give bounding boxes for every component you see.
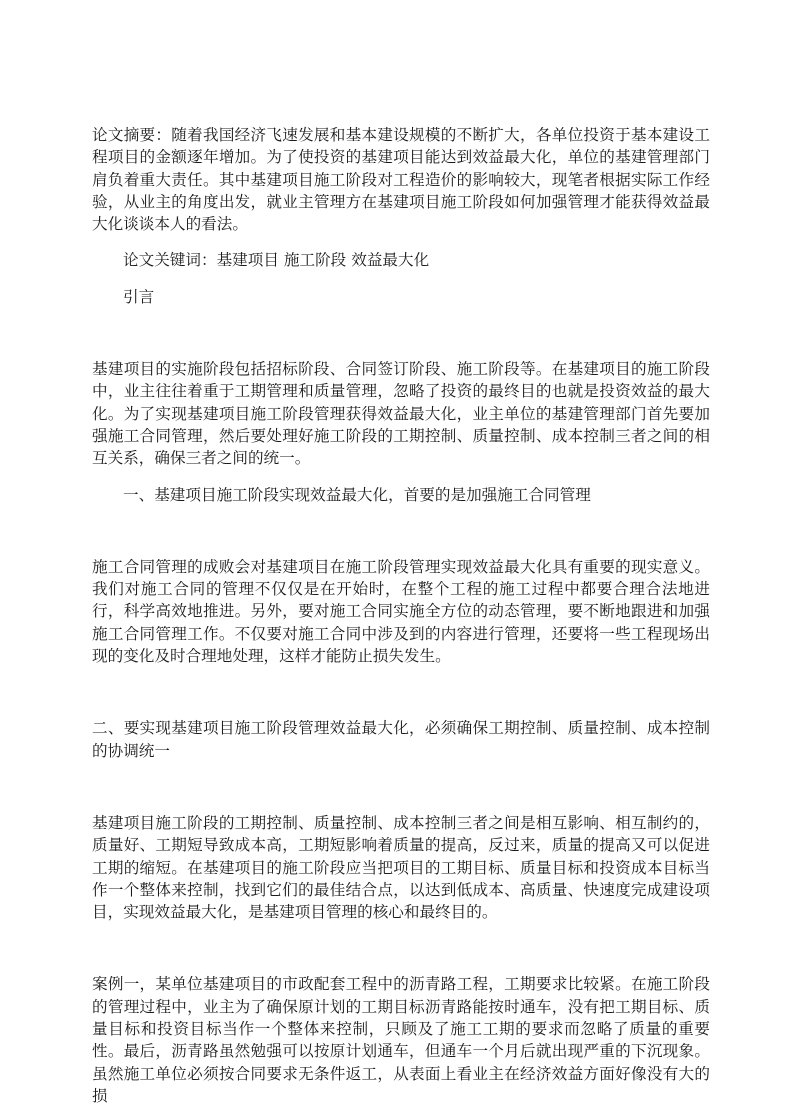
spacer xyxy=(92,470,710,484)
section1-paragraph: 施工合同管理的成败会对基建项目在施工阶段管理实现效益最大化具有重要的现实意义。我们对施工合同的管理不仅仅是在开始时，在整个工程的施工过程中都要合理合法地进行，科学高效地推进。另外，要对施工合同实施全方位的动态管理，要不断地跟进和加强施工合同管理工作。不仅要对施工合同中涉及到的内容进行管理，还要将一些工程现场出现的变化及时合理地处理，这样才能防止损失发生。 xyxy=(92,557,710,666)
section1-heading: 一、基建项目施工阶段实现效益最大化，首要的是加强施工合同管理 xyxy=(123,485,591,504)
spacer xyxy=(92,762,710,812)
section2-paragraph: 基建项目施工阶段的工期控制、质量控制、成本控制三者之间是相互影响、相互制约的，质量好、工期短导致成本高，工期短影响着质量的提高，反过来，质量的提高又可以促进工期的缩短。在基建项目的施工阶段应当把项目的工期目标、质量目标和投资成本目标当作一个整体来控制，找到它们的最佳结合点，以达到低成本、高质量、快速度完成建设项目，实现效益最大化，是基建项目管理的核心和最终目的。 xyxy=(92,813,710,922)
spacer xyxy=(92,923,710,973)
abstract-paragraph: 论文摘要：随着我国经济飞速发展和基本建设规模的不断扩大，各单位投资于基本建设工程项目的金额逐年增加。为了使投资的基建项目能达到效益最大化，单位的基建管理部门肩负着重大责任。其中基建项目施工阶段对工程造价的影响较大，现笔者根据实际工作经验，从业主的角度出发，就业主管理方在基建项目施工阶段如何加强管理才能获得效益最大化谈谈本人的看法。 xyxy=(92,126,710,234)
document-page xyxy=(92,124,710,1107)
section2-heading: 二、要实现基建项目施工阶段管理效益最大化，必须确保工期控制、质量控制、成本控制的协调统一 xyxy=(92,719,710,760)
intro-heading: 引言 xyxy=(123,287,155,306)
case1-paragraph: 案例一，某单位基建项目的市政配套工程中的沥青路工程，工期要求比较紧。在施工阶段的管理过程中，业主为了确保原计划的工期目标沥青路能按时通车，没有把工期目标、质量目标和投资目标当作一个整体来控制，只顾及了施工工期的要求而忽略了质量的重要性。最后，沥青路虽然勉强可以按原计划通车，但通车一个月后就出现严重的下沉现象。虽然施工单位必须按合同要求无条件返工，从表面上看业主在经济效益方面好像没有大的损 xyxy=(92,975,710,1105)
spacer xyxy=(92,308,710,358)
keywords-line: 论文关键词：基建项目 施工阶段 效益最大化 xyxy=(123,251,430,270)
spacer xyxy=(92,506,710,556)
spacer xyxy=(92,667,710,717)
intro-paragraph: 基建项目的实施阶段包括招标阶段、合同签订阶段、施工阶段等。在基建项目的施工阶段中，业主往往着重于工期管理和质量管理，忽略了投资的最终目的也就是投资效益的最大化。为了实现基建项目施工阶段管理获得效益最大化，业主单位的基建管理部门首先要加强施工合同管理，然后要处理好施工阶段的工期控制、质量控制、成本控制三者之间的相互关系，确保三者之间的统一。 xyxy=(92,360,710,468)
spacer xyxy=(92,235,710,249)
spacer xyxy=(92,272,710,286)
